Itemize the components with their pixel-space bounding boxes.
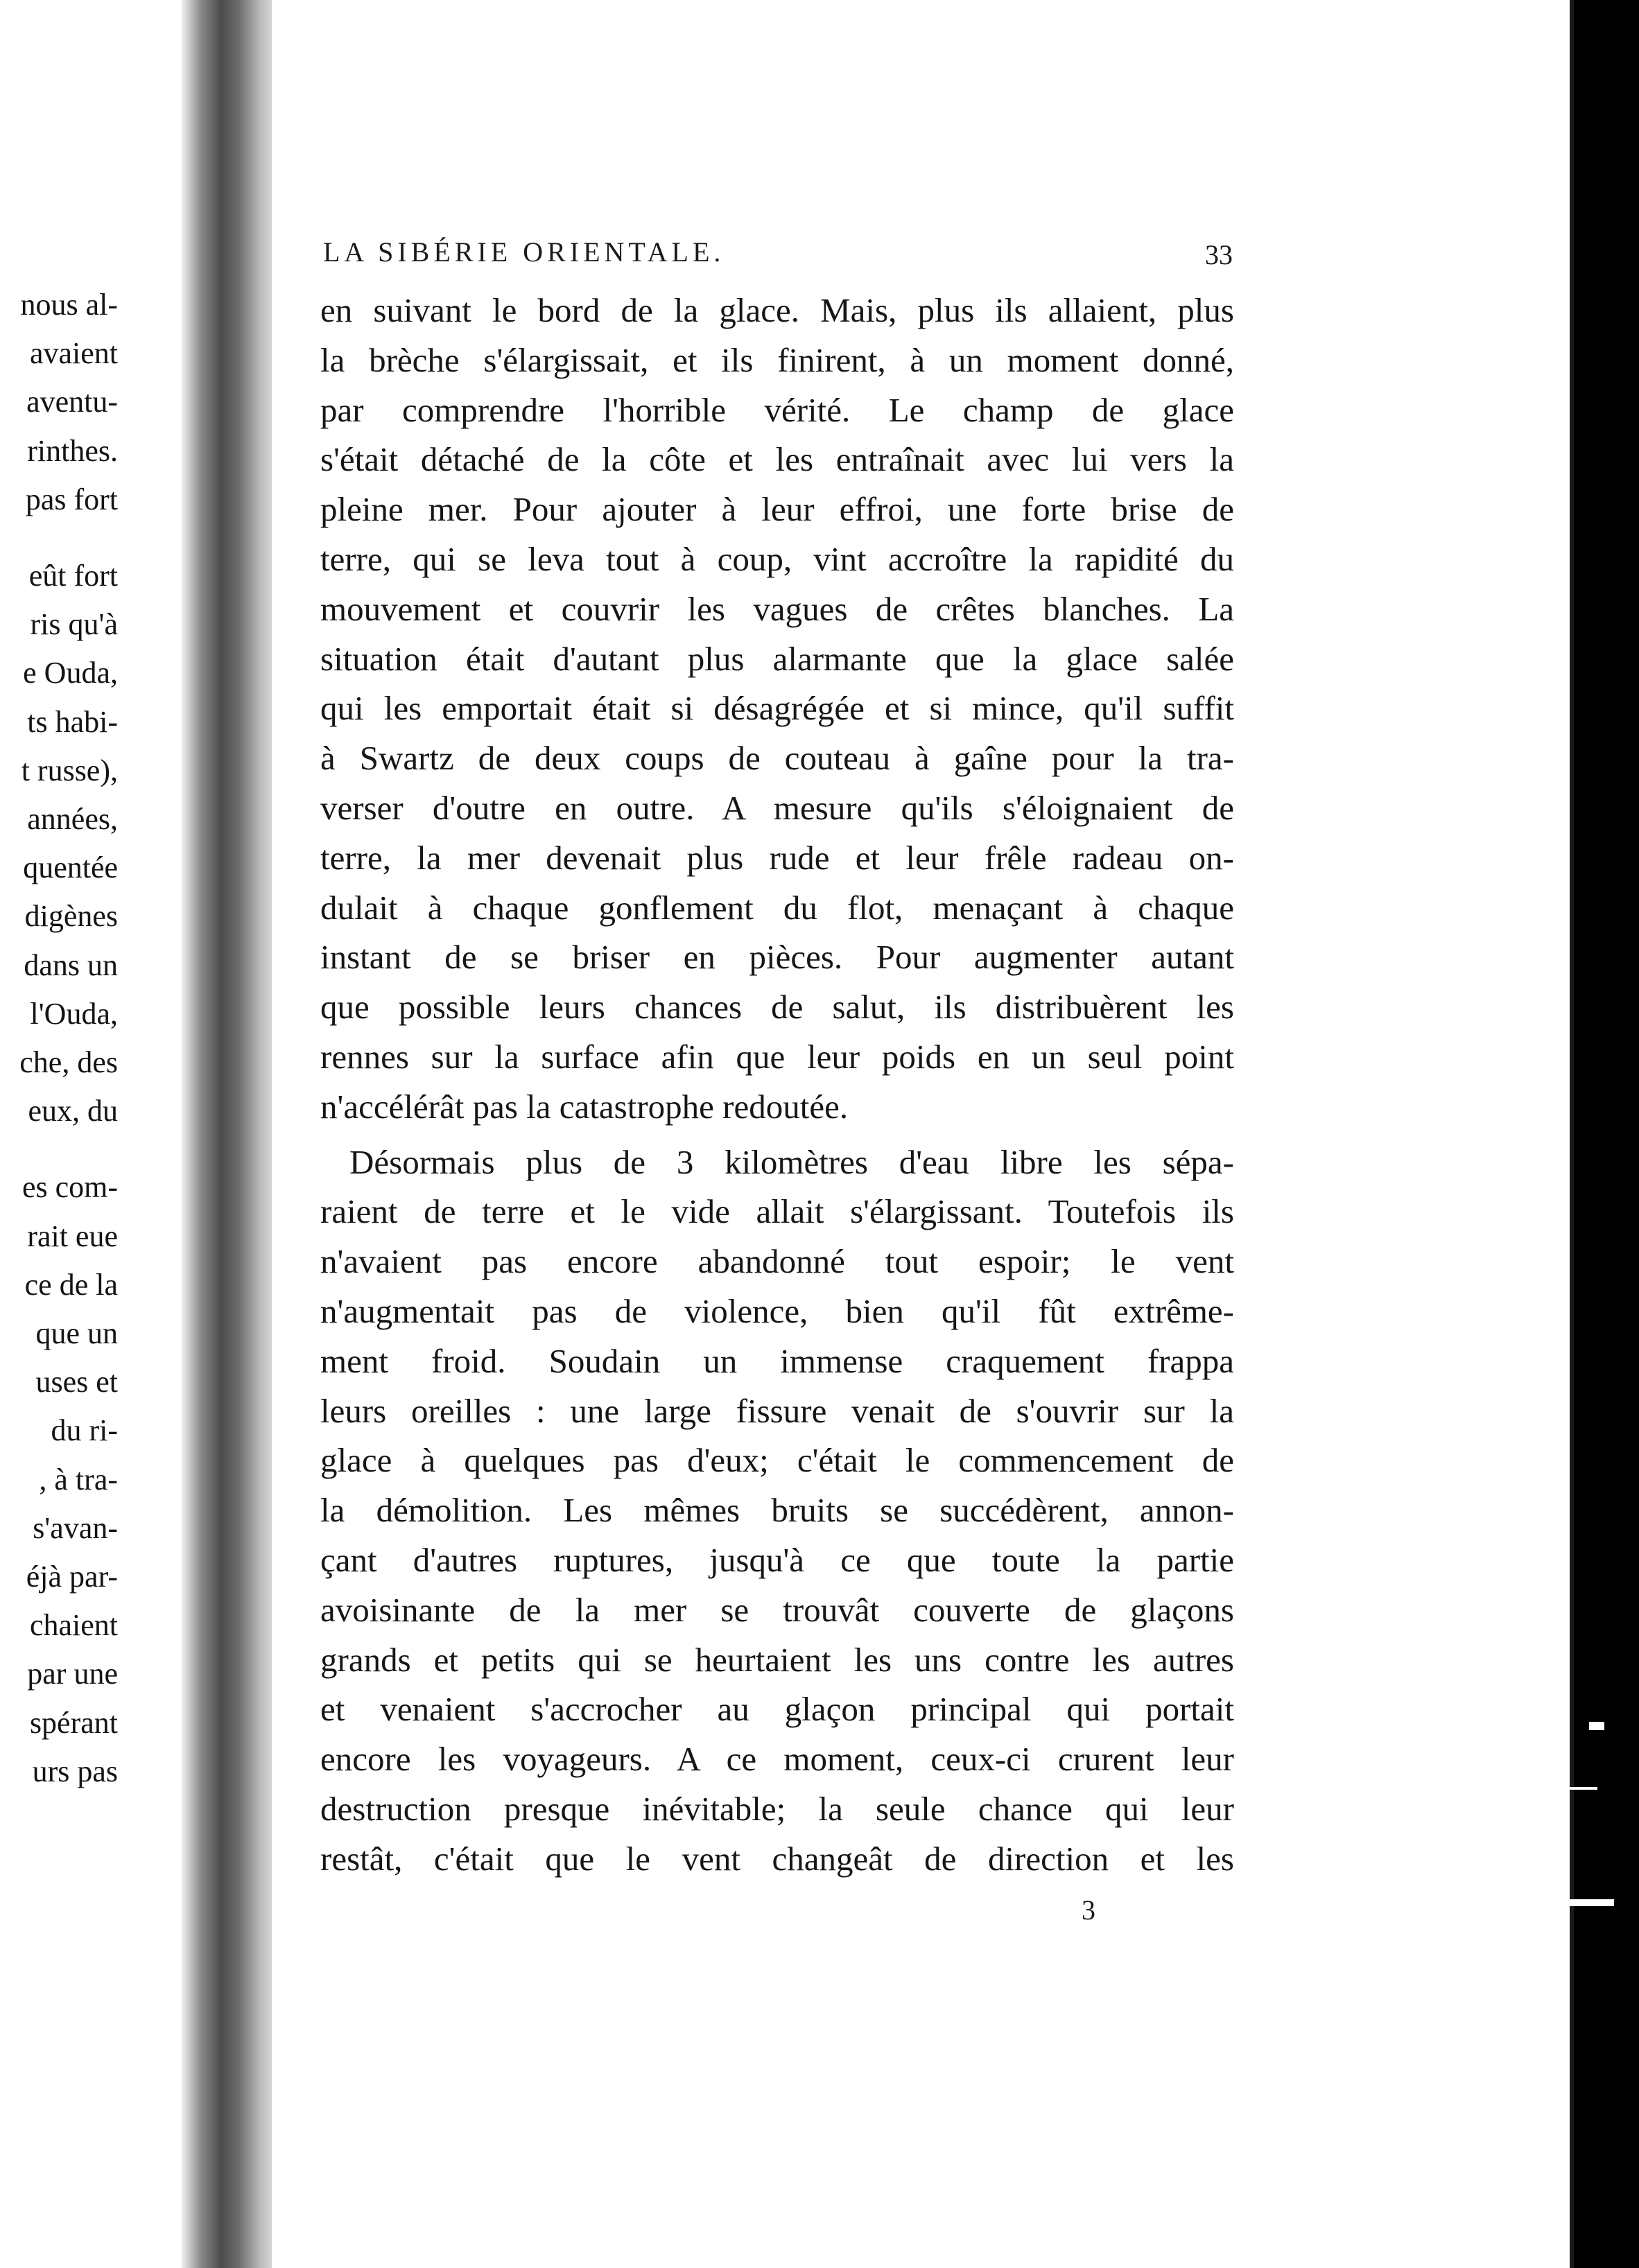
previous-page-line: chaient <box>29 1608 118 1643</box>
text-line: la démolition. Les mêmes bruits se succédèrent, annon- <box>320 1491 1234 1530</box>
page-edge <box>1570 0 1574 2268</box>
previous-page-line: t russe), <box>21 753 118 787</box>
text-line: ment froid. Soudain un immense craquement frappa <box>320 1341 1234 1380</box>
text-line: restât, c'était que le vent changeât de direction et les <box>320 1839 1234 1878</box>
previous-page-line: que un <box>35 1316 118 1351</box>
text-line: terre, qui se leva tout à coup, vint accroître la rapidité du <box>320 539 1234 578</box>
previous-page-text <box>0 281 118 1796</box>
previous-page-line: spérant <box>29 1705 118 1740</box>
text-line: n'accélérât pas la catastrophe redoutée. <box>320 1087 849 1126</box>
text-line: dulait à chaque gonflement du flot, menaçant à chaque <box>320 888 1234 927</box>
text-line: par comprendre l'horrible vérité. Le champ de glace <box>320 390 1234 429</box>
scan-speck <box>1589 1722 1604 1730</box>
previous-page-line: ts habi- <box>27 704 118 739</box>
text-line: avoisinante de la mer se trouvât couverte de glaçons <box>320 1590 1234 1629</box>
previous-page-line: du ri- <box>51 1413 118 1448</box>
text-line: encore les voyageurs. A ce moment, ceux-ci crurent leur <box>320 1740 1234 1779</box>
previous-page-line: aventu- <box>26 385 118 419</box>
text-line: leurs oreilles : une large fissure venait de s'ouvrir sur la <box>320 1391 1234 1430</box>
text-line: mouvement et couvrir les vagues de crêtes blanches. La <box>320 589 1234 628</box>
previous-page-line: dans un <box>24 948 118 982</box>
previous-page-line: ris qu'à <box>30 607 118 642</box>
text-line: grands et petits qui se heurtaient les uns contre les autres <box>320 1640 1234 1679</box>
text-line: qui les emportait était si désagrégée et si mince, qu'il suffit <box>320 689 1234 728</box>
text-line: que possible leurs chances de salut, ils distribuèrent les <box>320 988 1234 1027</box>
text-line: destruction presque inévitable; la seule chance qui leur <box>320 1789 1234 1828</box>
previous-page-line: l'Ouda, <box>30 996 118 1031</box>
signature-mark: 3 <box>1082 1894 1095 1926</box>
previous-page-line: es com- <box>21 1170 118 1205</box>
text-line: à Swartz de deux coups de couteau à gaîne pour la tra- <box>320 739 1234 778</box>
previous-page-line: avaient <box>29 336 118 371</box>
previous-page-line: digènes <box>24 899 118 934</box>
previous-page-line: eût fort <box>28 559 118 593</box>
previous-page-line: s'avan- <box>33 1510 118 1545</box>
text-line: terre, la mer devenait plus rude et leur frêle radeau on- <box>320 838 1234 877</box>
text-line: çant d'autres ruptures, jusqu'à ce que toute la partie <box>320 1540 1234 1579</box>
text-line: s'était détaché de la côte et les entraînait avec lui vers la <box>320 440 1234 479</box>
text-line: n'avaient pas encore abandonné tout espoir; le vent <box>320 1242 1234 1281</box>
previous-page-line: rinthes. <box>27 433 118 468</box>
previous-page-line: ce de la <box>24 1267 118 1302</box>
text-line: glace à quelques pas d'eux; c'était le commencement de <box>320 1441 1234 1480</box>
previous-page-line: urs pas <box>32 1754 118 1788</box>
text-line: instant de se briser en pièces. Pour augmenter autant <box>320 938 1234 977</box>
body-text <box>320 286 1234 1884</box>
previous-page-line: par une <box>27 1657 118 1691</box>
text-line: la brèche s'élargissait, et ils finirent, à un moment donné, <box>320 340 1234 379</box>
text-line: en suivant le bord de la glace. Mais, plus ils allaient, plus <box>320 291 1234 329</box>
paragraph-gap <box>320 1132 1234 1137</box>
running-head: LA SIBÉRIE ORIENTALE. <box>323 236 725 268</box>
previous-page-line: che, des <box>19 1045 118 1080</box>
page-number: 33 <box>1205 239 1233 270</box>
previous-page-line: , à tra- <box>39 1462 118 1497</box>
text-line: et venaient s'accrocher au glaçon principal qui portait <box>320 1690 1234 1729</box>
previous-page-line: années, <box>27 802 118 837</box>
previous-page-line: quentée <box>23 850 118 885</box>
binding-gutter-shadow <box>182 0 286 2268</box>
text-line: n'augmentait pas de violence, bien qu'il fût extrême- <box>320 1291 1234 1330</box>
previous-page-line: pas fort <box>25 482 118 516</box>
text-line: situation était d'autant plus alarmante que la glace salée <box>320 639 1234 678</box>
text-line: pleine mer. Pour ajouter à leur effroi, une forte brise de <box>320 490 1234 529</box>
text-line: Désormais plus de 3 kilomètres d'eau libre les sépa- <box>349 1142 1234 1181</box>
scan-speck <box>1570 1787 1597 1790</box>
previous-page-line: éjà par- <box>26 1560 118 1594</box>
text-line: rennes sur la surface afin que leur poids en un seul point <box>320 1037 1234 1076</box>
scan-speck <box>1566 1899 1614 1906</box>
previous-page-line: nous al- <box>20 288 118 322</box>
previous-page-line: uses et <box>35 1365 118 1399</box>
previous-page-line: eux, du <box>28 1094 118 1128</box>
text-line: verser d'outre en outre. A mesure qu'ils s'éloignaient de <box>320 788 1234 827</box>
previous-page-line: rait eue <box>27 1219 118 1253</box>
previous-page-line: e Ouda, <box>23 656 118 690</box>
text-line: raient de terre et le vide allait s'élargissant. Toutefois ils <box>320 1192 1234 1231</box>
